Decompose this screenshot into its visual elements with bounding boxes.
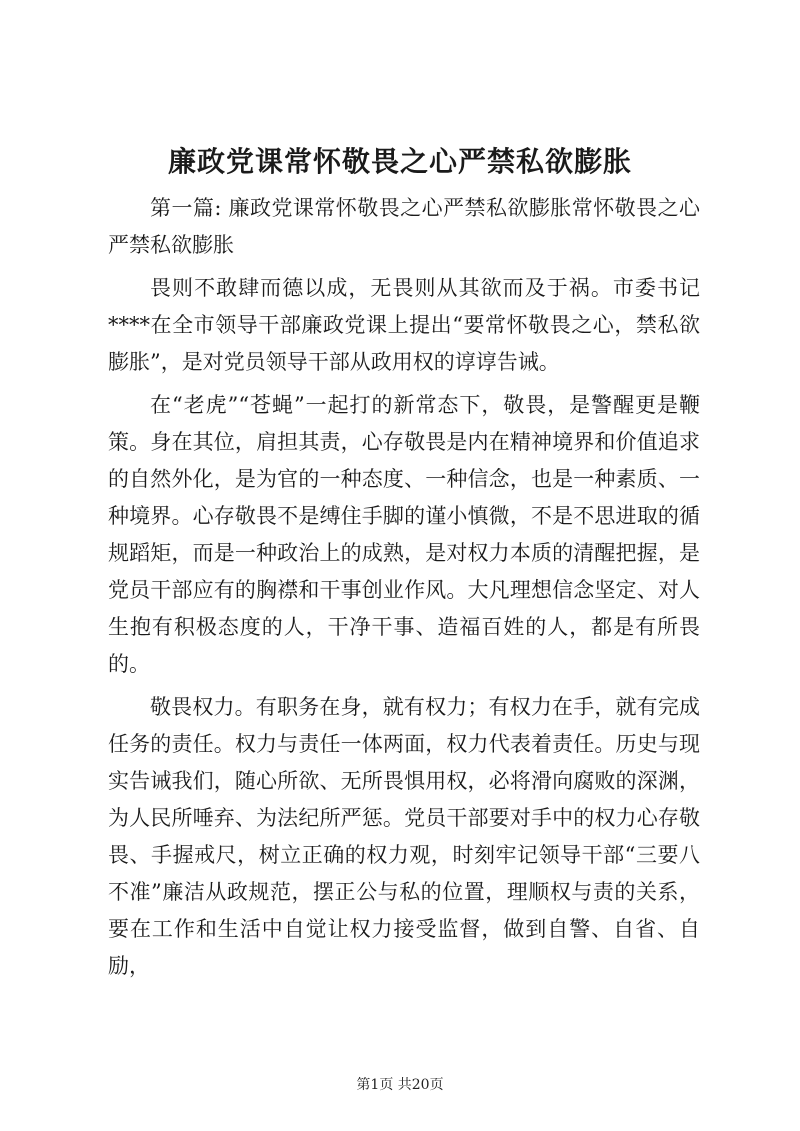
paragraph-heading: 第一篇: 廉政党课常怀敬畏之心严禁私欲膨胀常怀敬畏之心严禁私欲膨胀 [108, 196, 700, 257]
paragraph: 在“老虎”“苍蝇”一起打的新常态下，敬畏，是警醒更是鞭策。身在其位，肩担其责，心存敬畏是内在精神境界和价值追求的自然外化，是为官的一种态度、一种信念，也是一种素质、一种境界。心存敬畏不是缚住手脚的谨小慎微，不是不思进取的循规蹈矩，而是一种政治上的成熟，是对权力本质的清醒把握，是党员干部应有的胸襟和干事创业作风。大凡理想信念坚定、对人生抱有积极态度的人，干净干事、造福百姓的人，都是有所畏的。 [108, 393, 700, 676]
document-body [108, 190, 700, 985]
page-number-footer: 第1页 共20页 [356, 1077, 444, 1093]
document-title: 廉政党课常怀敬畏之心严禁私欲膨胀 [167, 145, 632, 178]
paragraph: 敬畏权力。有职务在身，就有权力；有权力在手，就有完成任务的责任。权力与责任一体两面，权力代表着责任。历史与现实告诫我们，随心所欲、无所畏惧用权，必将滑向腐败的深渊，为人民所唾弃、为法纪所严惩。党员干部要对手中的权力心存敬畏、手握戒尺，树立正确的权力观，时刻牢记领导干部“三要八不准”廉洁从政规范，摆正公与私的位置，理顺权与责的关系，要在工作和生活中自觉让权力接受监督，做到自警、自省、自励， [108, 695, 700, 978]
paragraph: 畏则不敢肆而德以成，无畏则从其欲而及于祸。市委书记****在全市领导干部廉政党课上提出“要常怀敬畏之心，禁私欲膨胀”，是对党员领导干部从政用权的谆谆告诫。 [108, 276, 700, 374]
